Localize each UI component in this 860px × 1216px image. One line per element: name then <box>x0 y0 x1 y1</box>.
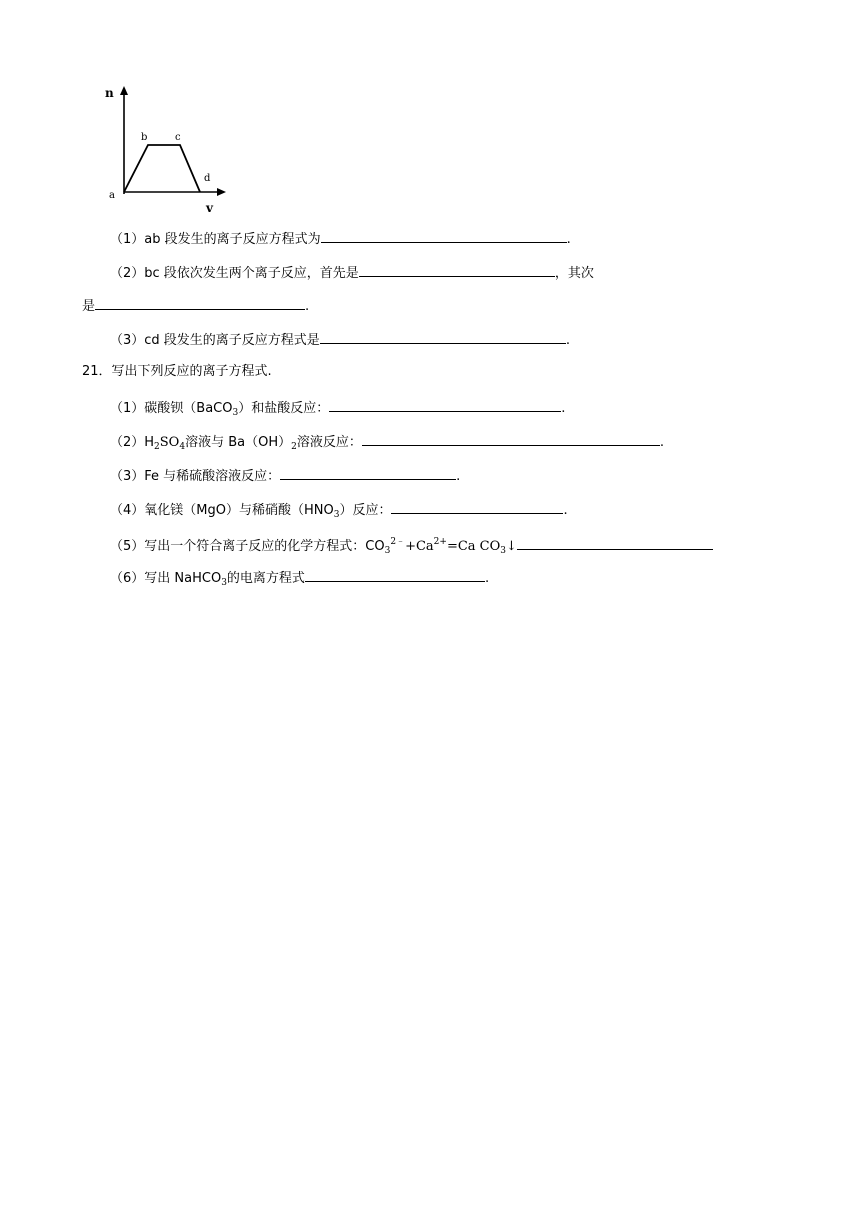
q20-part3-text: （3）cd 段发生的离子反应方程式是 <box>110 333 320 348</box>
q20-part1-suffix: . <box>566 232 571 247</box>
q21-part2-d: 溶液反应： <box>296 435 362 450</box>
reaction-graph <box>104 84 228 214</box>
q21-part2-sub2: 4 <box>179 442 186 452</box>
answer-blank[interactable] <box>95 295 305 310</box>
q21-part6-a: （6）写出 NaHCO <box>110 571 222 586</box>
point-label-d: d <box>204 173 211 184</box>
q21-part4-b: ）反应： <box>339 503 392 518</box>
q21-part2-c: 溶液与 Ba（OH） <box>185 435 292 450</box>
q20-part3-suffix: . <box>565 333 570 348</box>
q20-part1-text: （1）ab 段发生的离子反应方程式为 <box>110 232 321 247</box>
q21-part4 <box>110 499 568 524</box>
q21-part4-a: （4）氧化镁（MgO）与稀硝酸（HNO <box>110 503 334 518</box>
graph-curve <box>124 145 200 192</box>
q21-part3 <box>110 465 460 486</box>
q20-part2-mid: ，其次 <box>554 266 594 281</box>
q20-part2-line2: 是 <box>82 299 96 314</box>
axis-label-n: n <box>105 86 114 100</box>
answer-blank[interactable] <box>305 567 485 582</box>
q21-part1-suffix: . <box>561 401 566 416</box>
q21-part5-sup1: 2﹣ <box>390 537 406 547</box>
point-label-c: c <box>175 132 181 143</box>
q21-part6 <box>110 567 489 592</box>
y-axis <box>120 86 128 194</box>
q21-part1-a: （1）碳酸钡（BaCO <box>110 401 233 416</box>
q20-part2-cont <box>82 295 309 316</box>
q21-part6-b: 的电离方程式 <box>226 571 305 586</box>
answer-blank[interactable] <box>329 397 561 412</box>
q21-part2-sub3: 2 <box>291 442 297 452</box>
q21-part1 <box>110 397 565 422</box>
q21-part2-sub1: 2 <box>154 442 160 452</box>
answer-blank[interactable] <box>517 535 713 550</box>
q21-part5-b: +Ca <box>405 539 434 554</box>
axis-label-v: v <box>206 201 213 214</box>
q20-part1 <box>110 228 571 249</box>
q20-part2-text: （2）bc 段依次发生两个离子反应，首先是 <box>110 266 359 281</box>
q21-part5 <box>110 533 713 560</box>
q21-part2-suffix: . <box>659 435 665 450</box>
q20-part2 <box>110 262 594 283</box>
answer-blank[interactable] <box>391 499 563 514</box>
x-axis <box>124 188 226 196</box>
q21-part5-sup2: 2+ <box>433 537 447 547</box>
q21-part4-suffix: . <box>563 503 568 518</box>
q20-part2-suffix: . <box>305 299 310 314</box>
q21-part5-sub1: 3 <box>384 546 391 556</box>
q21-part1-sub: 3 <box>232 408 239 418</box>
point-label-a: a <box>109 190 115 201</box>
q20-part3 <box>110 329 570 350</box>
q21-part3-suffix: . <box>456 469 461 484</box>
answer-blank[interactable] <box>320 329 566 344</box>
q21-title: 21．写出下列反应的离子方程式. <box>82 364 272 379</box>
answer-blank[interactable] <box>362 431 660 446</box>
q21-part5-a: （5）写出一个符合离子反应的化学方程式：CO <box>110 539 385 554</box>
q21-part3-a: （3）Fe 与稀硫酸溶液反应： <box>110 469 281 484</box>
q21-part6-suffix: . <box>484 571 490 586</box>
q21-part2-b: SO <box>159 435 180 450</box>
q21-part2 <box>110 431 664 456</box>
q21-part5-d: ↓ <box>506 539 517 554</box>
q21-part2-a: （2）H <box>110 435 155 450</box>
q21-part5-c: =Ca CO <box>446 539 501 554</box>
q21-part4-sub: 3 <box>333 510 340 520</box>
answer-blank[interactable] <box>280 465 456 480</box>
q21-part1-b: ）和盐酸反应： <box>238 401 330 416</box>
answer-blank[interactable] <box>321 228 567 243</box>
q21-part6-sub: 3 <box>221 578 227 588</box>
point-label-b: b <box>141 132 148 143</box>
answer-blank[interactable] <box>359 262 555 277</box>
q21-part5-sub2: 3 <box>500 546 506 556</box>
